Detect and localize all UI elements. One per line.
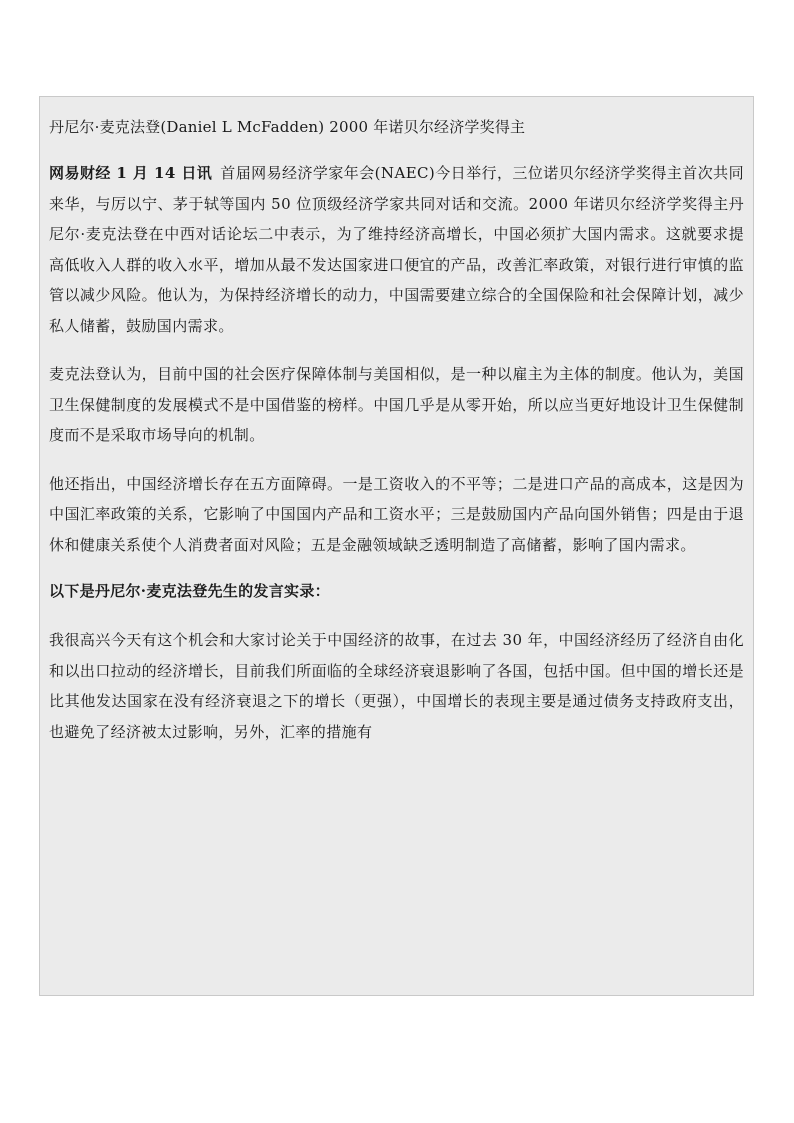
paragraph-1-text: 首届网易经济学家年会(NAEC)今日举行，三位诺贝尔经济学奖得主首次共同来华，与厉以宁、茅于轼等国内 50 位顶级经济学家共同对话和交流。2000 年诺贝尔经济学奖得主丹尼尔·麦克法登在中西对话论坛二中表示，为了维持经济高增长，中国必须扩大国内需求。这就要求提高低收入人群的收入水平，增加从最不发达国家进口便宜的产品，改善汇率政策，对银行进行审慎的监管以减少风险。他认为，为保持经济增长的动力，中国需要建立综合的全国保险和社会保障计划，减少私人储蓄，鼓励国内需求。 (49, 164, 744, 335)
dateline: 网易财经 1 月 14 日讯 (49, 164, 213, 182)
article-paragraph-3: 他还指出，中国经济增长存在五方面障碍。一是工资收入的不平等；二是进口产品的高成本，这是因为中国汇率政策的关系，它影响了中国国内产品和工资水平；三是鼓励国内产品向国外销售；四是由于退休和健康关系使个人消费者面对风险；五是金融领域缺乏透明制造了高储蓄，影响了国内需求。 (49, 474, 744, 554)
article-paragraph-2: 麦克法登认为，目前中国的社会医疗保障体制与美国相似，是一种以雇主为主体的制度。他认为，美国卫生保健制度的发展模式不是中国借鉴的榜样。中国几乎是从零开始，所以应当更好地设计卫生保健制度而不是采取市场导向的机制。 (49, 365, 744, 444)
speech-heading: 以下是丹尼尔·麦克法登先生的发言实录： (49, 582, 330, 600)
article-paragraph-4: 我很高兴今天有这个机会和大家讨论关于中国经济的故事，在过去 30 年，中国经济经历了经济自由化和以出口拉动的经济增长，目前我们所面临的全球经济衰退影响了各国，包括中国。但中国的增长还是比其他发达国家在没有经济衰退之下的增长（更强），中国增长的表现主要是通过债务支持政府支出，也避免了经济被太过影响，另外，汇率的措施有 (49, 631, 744, 741)
article-paragraph-1 (49, 158, 744, 341)
article-box (39, 96, 754, 996)
article-title: 丹尼尔·麦克法登(Daniel L McFadden) 2000 年诺贝尔经济学奖得主 (49, 118, 526, 136)
